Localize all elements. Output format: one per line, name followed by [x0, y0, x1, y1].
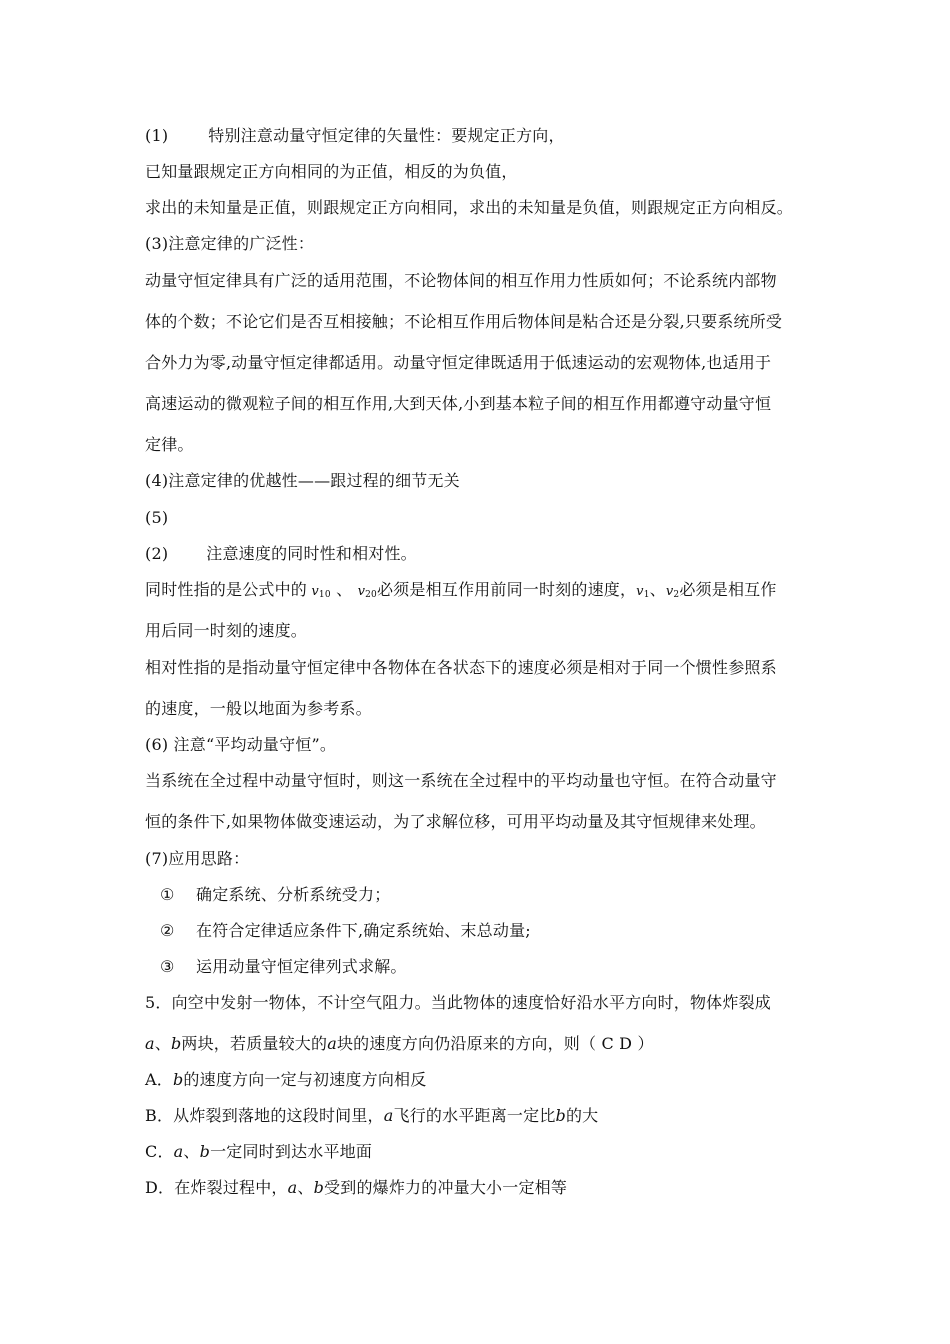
option-text: B．从炸裂到落地的这段时间里，: [145, 1106, 384, 1125]
point-1-line: [145, 126, 565, 146]
text-fragment: 必须是相互作: [679, 580, 777, 599]
option-text: 的大: [565, 1106, 599, 1125]
var-a: a: [145, 1034, 155, 1053]
text-fragment: 同时性指的是公式中的: [145, 580, 308, 599]
text-fragment: 两块，若质量较大的: [181, 1034, 328, 1053]
var-b: b: [555, 1106, 566, 1125]
v-symbol: v: [636, 584, 644, 599]
step-marker: ③: [160, 957, 175, 976]
option-a: [145, 1070, 426, 1090]
option-text: 受到的爆炸力的冲量大小一定相等: [324, 1178, 568, 1197]
point-1-text: 特别注意动量守恒定律的矢量性：要规定正方向，: [208, 126, 565, 145]
text-fragment: 、: [154, 1034, 171, 1053]
formula-line: [145, 580, 777, 605]
paragraph-line: 的速度，一般以地面为参考系。: [145, 699, 372, 718]
step-item: [160, 885, 390, 905]
section-heading-4: (4)注意定律的优越性——跟过程的细节无关: [145, 471, 460, 490]
velocity-v2: [666, 584, 679, 599]
question-stem-cont: [145, 1034, 654, 1054]
paragraph-line: 合外力为零,动量守恒定律都适用。动量守恒定律既适用于低速运动的宏观物体,也适用于: [145, 353, 772, 372]
text-fragment: 、: [183, 1142, 200, 1161]
text-fragment: 、: [297, 1178, 314, 1197]
velocity-v20: [358, 584, 377, 599]
step-text: 运用动量守恒定律列式求解。: [196, 957, 407, 976]
text-fragment: 、: [649, 580, 666, 599]
option-b: [145, 1106, 598, 1126]
var-a: a: [287, 1178, 298, 1197]
point-2-text: 注意速度的同时性和相对性。: [206, 544, 417, 563]
section-heading-3: (3)注意定律的广泛性：: [145, 234, 315, 253]
paragraph-line: 动量守恒定律具有广泛的适用范围，不论物体间的相互作用力性质如何；不论系统内部物: [145, 271, 777, 290]
var-a: a: [173, 1142, 184, 1161]
subscript: 20: [365, 590, 377, 600]
text-fragment: 必须是相互作用前同一时刻的速度，: [376, 580, 637, 599]
paragraph-line: 求出的未知量是正值，则跟规定正方向相同，求出的未知量是负值，则跟规定正方向相反。: [145, 198, 794, 217]
option-text: 的速度方向一定与初速度方向相反: [183, 1070, 427, 1089]
step-marker: ①: [160, 885, 175, 904]
point-1-number: (1): [145, 126, 169, 145]
section-heading-7: (7)应用思路：: [145, 849, 250, 868]
subscript: 2: [673, 590, 680, 600]
v-symbol: v: [665, 584, 674, 599]
velocity-v10: [307, 584, 331, 599]
paragraph-line: 已知量跟规定正方向相同的为正值，相反的为负值，: [145, 162, 518, 181]
option-d: [145, 1178, 567, 1198]
var-b: b: [170, 1034, 182, 1053]
option-label: A．: [145, 1070, 173, 1089]
point-2-line: [145, 544, 417, 564]
option-text: 一定同时到达水平地面: [210, 1142, 373, 1161]
paragraph-line: 体的个数；不论它们是否互相接触；不论相互作用后物体间是粘合还是分裂,只要系统所受: [145, 312, 783, 331]
option-label: C．: [145, 1142, 174, 1161]
point-2-number: (2): [145, 544, 169, 563]
v-symbol: v: [357, 584, 366, 599]
velocity-v1: [636, 584, 649, 599]
section-heading-5: (5): [145, 508, 169, 527]
subscript: 1: [643, 590, 650, 600]
text-fragment: 、: [336, 580, 353, 599]
step-text: 在符合定律适应条件下,确定系统始、末总动量;: [196, 921, 531, 940]
paragraph-line: 当系统在全过程中动量守恒时，则这一系统在全过程中的平均动量也守恒。在符合动量守: [145, 771, 777, 790]
var-b: b: [199, 1142, 211, 1161]
text-fragment: 块的速度方向仍沿原来的方向，则（ C D ）: [336, 1034, 654, 1053]
v-symbol: v: [311, 584, 319, 599]
section-heading-6: (6) 注意“平均动量守恒”。: [145, 735, 337, 754]
step-marker: ②: [160, 921, 175, 940]
option-text: 飞行的水平距离一定比: [393, 1106, 556, 1125]
question-stem: 5．向空中发射一物体，不计空气阻力。当此物体的速度恰好沿水平方向时，物体炸裂成: [145, 993, 771, 1012]
step-text: 确定系统、分析系统受力；: [196, 885, 391, 904]
paragraph-line: 恒的条件下,如果物体做变速运动，为了求解位移，可用平均动量及其守恒规律来处理。: [145, 812, 766, 831]
paragraph-line: 相对性指的是指动量守恒定律中各物体在各状态下的速度必须是相对于同一个惯性参照系: [145, 658, 777, 677]
subscript: 10: [318, 590, 331, 600]
option-text: D．在炸裂过程中，: [145, 1178, 288, 1197]
paragraph-line: 定律。: [145, 435, 194, 454]
var-a: a: [383, 1106, 394, 1125]
var-b: b: [313, 1178, 325, 1197]
paragraph-line: 高速运动的微观粒子间的相互作用,大到天体,小到基本粒子间的相互作用都遵守动量守恒: [145, 394, 772, 413]
step-item: [160, 957, 407, 977]
paragraph-line: 用后同一时刻的速度。: [145, 621, 308, 640]
option-c: [145, 1142, 372, 1162]
var-b: b: [172, 1070, 184, 1089]
step-item: [160, 921, 531, 941]
var-a: a: [327, 1034, 337, 1053]
